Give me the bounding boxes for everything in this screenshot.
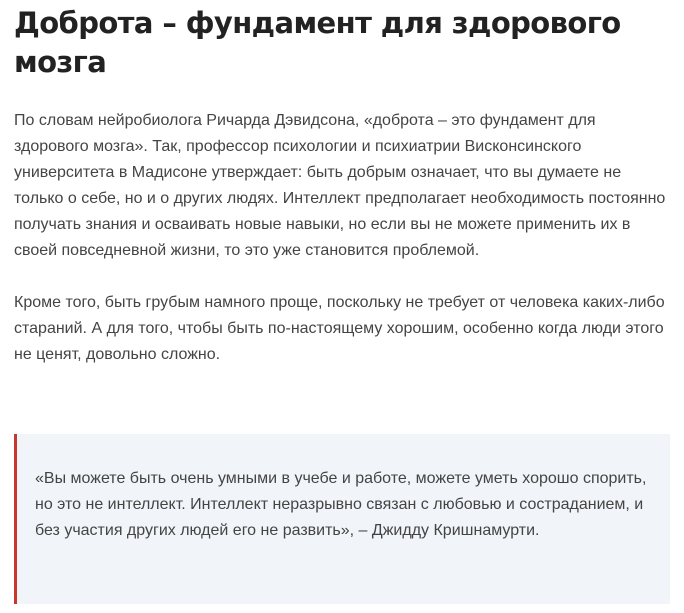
- article-paragraph-2: Кроме того, быть грубым намного проще, поскольку не требует от человека каких-либо стараний. А для того, чтобы быть по-настоящему хорошим, особенно когда люди этого не ценят, довольно сложно.: [14, 294, 665, 363]
- article-heading: Доброта – фундамент для здорового мозга: [14, 6, 621, 79]
- article: [14, 0, 674, 368]
- blockquote: [14, 434, 670, 604]
- article-paragraph-1: По словам нейробиолога Ричарда Дэвидсона, «доброта – это фундамент для здорового мозга». Так, профессор психологии и психиатрии Висконсинского университета в Мадисоне утверждает: быть добрым означает, что вы думаете не только о себе, но и о других людях. Интеллект предполагает необходимость постоянно получать знания и осваивать новые навыки, но если вы не можете применить их в своей повседневной жизни, то это уже становится проблемой.: [14, 112, 666, 259]
- quote-text: «Вы можете быть очень умными в учебе и работе, можете уметь хорошо спорить, но это не интеллект. Интеллект неразрывно связан с любовью и состраданием, и без участия других людей его не развить», – Джидду Кришнамурти.: [35, 470, 647, 539]
